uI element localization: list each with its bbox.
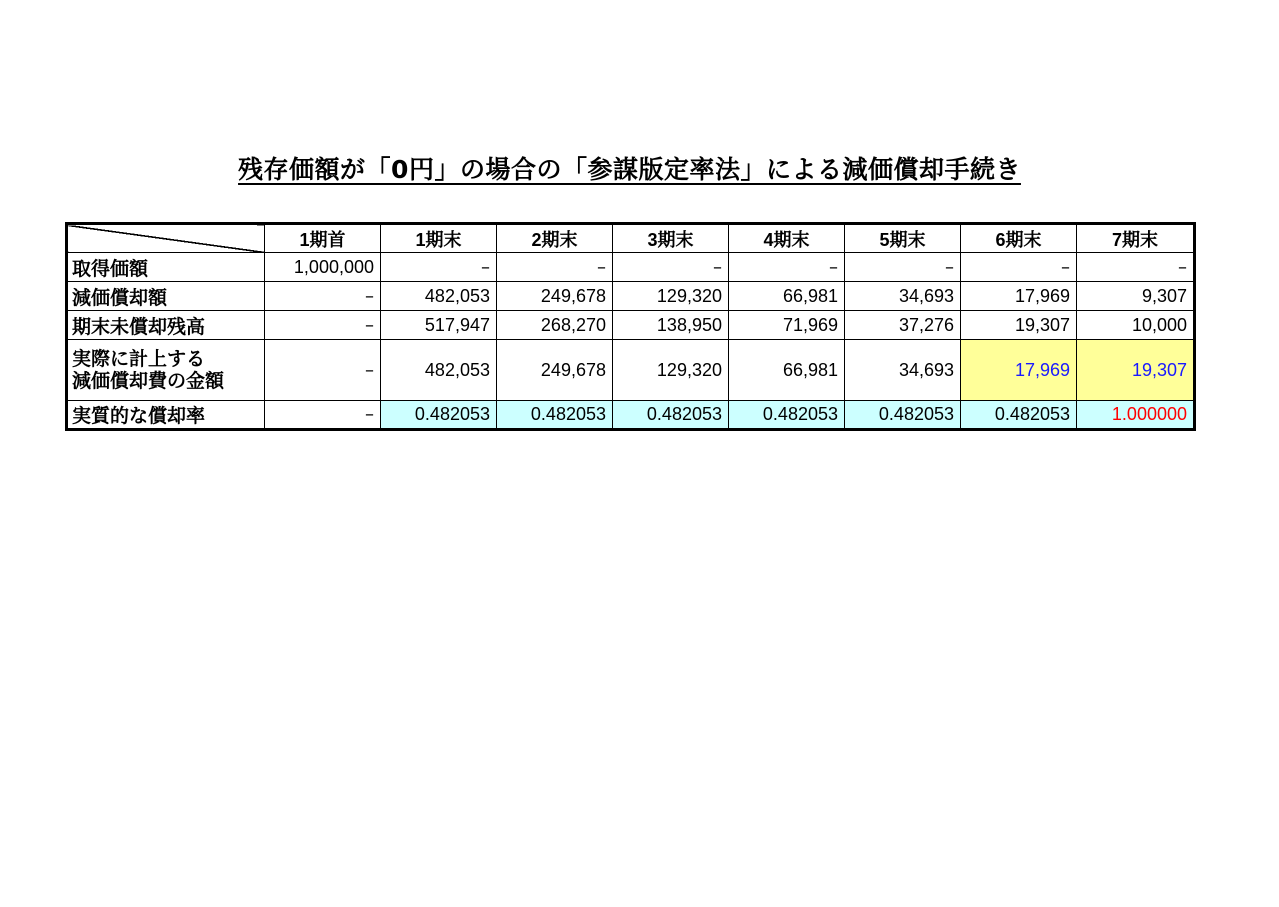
column-header: 4期末 <box>729 224 845 253</box>
table-cell: 138,950 <box>613 311 729 340</box>
depreciation-table <box>65 222 1196 431</box>
rate-cell: 0.482053 <box>961 401 1077 430</box>
table-cell: 249,678 <box>497 282 613 311</box>
column-header: 1期末 <box>381 224 497 253</box>
table-cell: 19,307 <box>961 311 1077 340</box>
table-cell: 37,276 <box>845 311 961 340</box>
table-cell: 129,320 <box>613 282 729 311</box>
table-cell: 17,969 <box>961 282 1077 311</box>
table-cell: 66,981 <box>729 282 845 311</box>
table-cell: – <box>845 253 961 282</box>
rate-cell: 0.482053 <box>845 401 961 430</box>
row-label-line: 減価償却費の金額 <box>72 370 225 392</box>
table-cell: – <box>265 311 381 340</box>
corner-diagonal-cell <box>67 224 265 253</box>
table-cell: 34,693 <box>845 282 961 311</box>
column-header: 2期末 <box>497 224 613 253</box>
header-row <box>67 224 1195 253</box>
table-row <box>67 401 1195 430</box>
table-cell: 10,000 <box>1077 311 1195 340</box>
table-row <box>67 282 1195 311</box>
table-row <box>67 253 1195 282</box>
page-title: 残存価額が「0円」の場合の「参謀版定率法」による減価償却手続き <box>238 155 1021 184</box>
rate-cell: 0.482053 <box>729 401 845 430</box>
table-cell: 66,981 <box>729 340 845 401</box>
column-header: 7期末 <box>1077 224 1195 253</box>
table-cell: 1,000,000 <box>265 253 381 282</box>
table-cell: – <box>729 253 845 282</box>
table-cell: 268,270 <box>497 311 613 340</box>
highlighted-cell: 17,969 <box>961 340 1077 401</box>
final-rate-cell: 1.000000 <box>1077 401 1195 430</box>
row-label: 取得価額 <box>67 253 265 282</box>
table-cell: 482,053 <box>381 340 497 401</box>
table-cell: – <box>1077 253 1195 282</box>
row-label-line: 実際に計上する <box>72 348 206 370</box>
table-cell: – <box>381 253 497 282</box>
row-label: 実質的な償却率 <box>67 401 265 430</box>
table-row <box>67 311 1195 340</box>
row-label: 減価償却額 <box>67 282 265 311</box>
row-label <box>67 340 265 401</box>
column-header: 3期末 <box>613 224 729 253</box>
column-header: 5期末 <box>845 224 961 253</box>
table-cell: – <box>613 253 729 282</box>
rate-cell: 0.482053 <box>497 401 613 430</box>
table-cell: 517,947 <box>381 311 497 340</box>
table-row <box>67 340 1195 401</box>
table-cell: 71,969 <box>729 311 845 340</box>
table-cell: – <box>497 253 613 282</box>
table-cell: 9,307 <box>1077 282 1195 311</box>
table-cell: 249,678 <box>497 340 613 401</box>
highlighted-cell: 19,307 <box>1077 340 1195 401</box>
row-label: 期末未償却残高 <box>67 311 265 340</box>
table-cell: – <box>961 253 1077 282</box>
column-header: 1期首 <box>265 224 381 253</box>
table-cell: – <box>265 282 381 311</box>
rate-cell: 0.482053 <box>613 401 729 430</box>
table-cell: 129,320 <box>613 340 729 401</box>
table-cell: – <box>265 340 381 401</box>
rate-cell: 0.482053 <box>381 401 497 430</box>
table-cell: – <box>265 401 381 430</box>
table-cell: 482,053 <box>381 282 497 311</box>
table-cell: 34,693 <box>845 340 961 401</box>
column-header: 6期末 <box>961 224 1077 253</box>
